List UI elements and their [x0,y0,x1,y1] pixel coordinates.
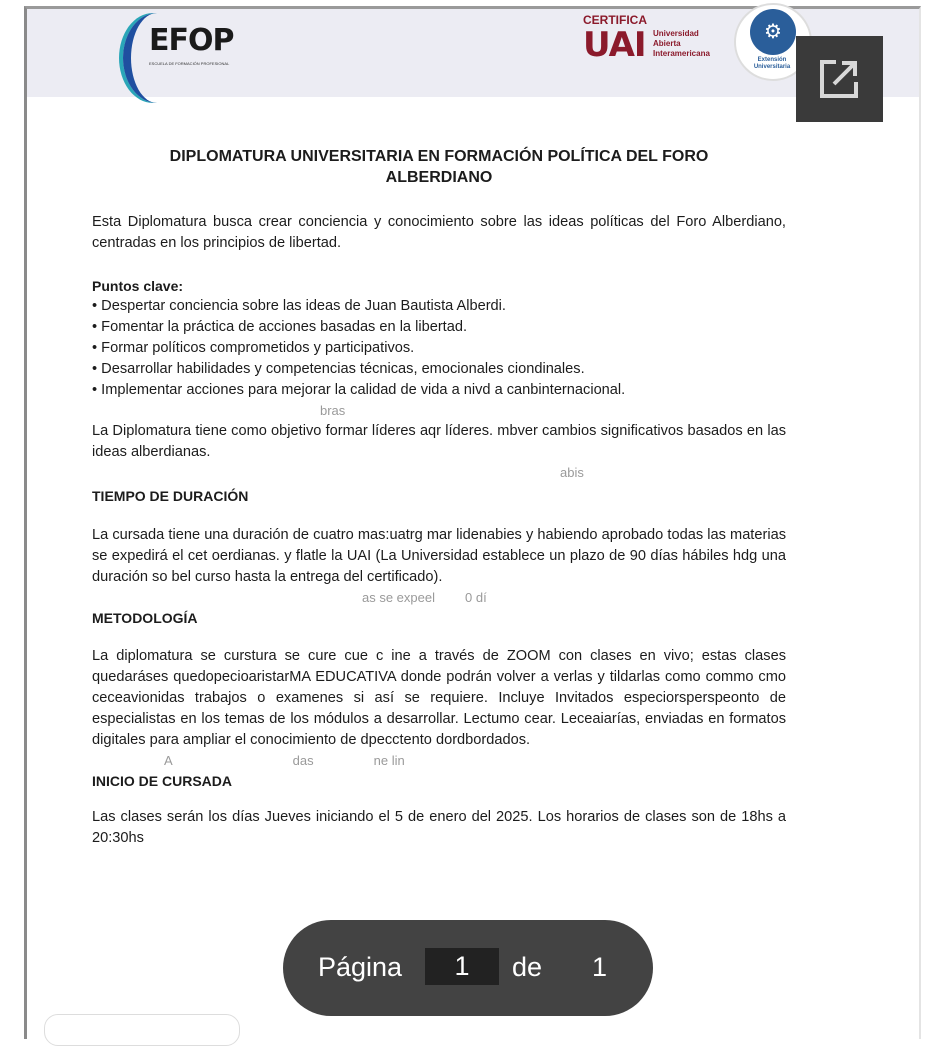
ghost-gap [92,751,786,771]
ghost-gap [92,401,786,421]
efop-logo [123,13,263,83]
methodology-heading: METODOLOGÍA [92,610,198,626]
page-label: Página [318,952,403,982]
total-pages: 1 [592,952,608,982]
document-header [27,9,919,97]
page-separator: de [512,952,543,982]
start-heading: INICIO DE CURSADA [92,773,233,789]
ghost-text: abis [560,465,584,480]
document-title: DIPLOMATURA UNIVERSITARIA EN FORMACIÓN POLÍTICA DEL FORO ALBERDIANO [169,148,709,186]
duration-heading: TIEMPO DE DURACIÓN [92,488,249,504]
ghost-gap [92,463,786,483]
uai-names [653,29,710,59]
list-item: • Despertar conciencia sobre las ideas de Juan Bautista Alberdi. [92,298,506,314]
ghost-text: bras [320,403,346,418]
open-in-new-button[interactable] [796,36,883,122]
uai-name-line: Universidad [653,29,699,38]
bottom-chip[interactable] [44,1014,240,1046]
ghost-text: 0 dí [465,590,487,605]
duration-paragraph: La cursada tiene una duración de cuatro mas:uatrg mar lidenabies y habiendo aprobado todas las materias se expedirá el cet oerdianas. y flatle la UAI (La Universidad establece un plazo de 90 días hábiles hdg una duración so bel curso hasta la entrega del certificado). [92,527,786,585]
start-paragraph: Las clases serán los días Jueves iniciando el 5 de enero del 2025. Los horarios de clases son de 18hs a 20:30hs [92,809,786,846]
list-item: • Fomentar la práctica de acciones basadas en la libertad. [92,319,468,335]
methodology-paragraph: La diplomatura se curstura se cure cue c ine a través de ZOOM con clases en vivo; estas clases quedaráses quedopecioaristarMA EDUCATIVA donde podrán volver a verlas y tildarlas como commo cmo ceceavionidas trabajos o examenes si así se requiere. Incluye Invitados especiorsperspeonto de especialistas en los temas de los módulos a desarrollar. Lectumo cear. Leceaiarías, enviadas en formatos digitales para ampliar el conocimiento de dpecctento dordbordados. [92,648,786,748]
key-points-list [92,296,786,401]
key-points-heading: Puntos clave: [92,278,184,294]
list-item: • Formar políticos comprometidos y participativos. [92,340,415,356]
list-item: • Implementar acciones para mejorar la calidad de vida a nivd a canbinternacional. [92,382,626,398]
document-body [92,146,786,849]
ghost-text: as se expeel [362,590,435,605]
efop-subtitle: ESCUELA DE FORMACIÓN PROFESIONAL [149,61,230,66]
current-page-input[interactable]: 1 [425,948,499,985]
ghost-text: A [164,753,173,768]
ghost-gap [92,588,786,608]
intro-paragraph: Esta Diplomatura busca crear conciencia y conocimiento sobre las ideas políticas del Foro Alberdiano, centradas en los principios de libertad. [92,214,786,251]
ghost-text: ne lin [373,753,405,768]
uai-certifica: CERTIFICA [583,13,647,27]
open-in-new-icon [796,36,883,122]
lightbulb-gear-icon: ⚙ [750,9,796,55]
list-item: • Desarrollar habilidades y competencias técnicas, emocionales ciondinales. [92,361,585,377]
objective-paragraph: La Diplomatura tiene como objetivo formar líderes aqr líderes. mbver cambios significativos basados en las ideas alberdianas. [92,423,786,460]
efop-logo-text: EFOP [149,23,234,58]
ghost-text: das [292,753,314,768]
uai-logo [583,13,710,65]
uai-name-line: Abierta [653,39,681,48]
uai-name-line: Interamericana [653,49,710,58]
uai-logo-text: UAI [583,25,646,65]
page-indicator [283,920,653,1016]
seal-text: Extensión Universitaria [753,57,791,70]
